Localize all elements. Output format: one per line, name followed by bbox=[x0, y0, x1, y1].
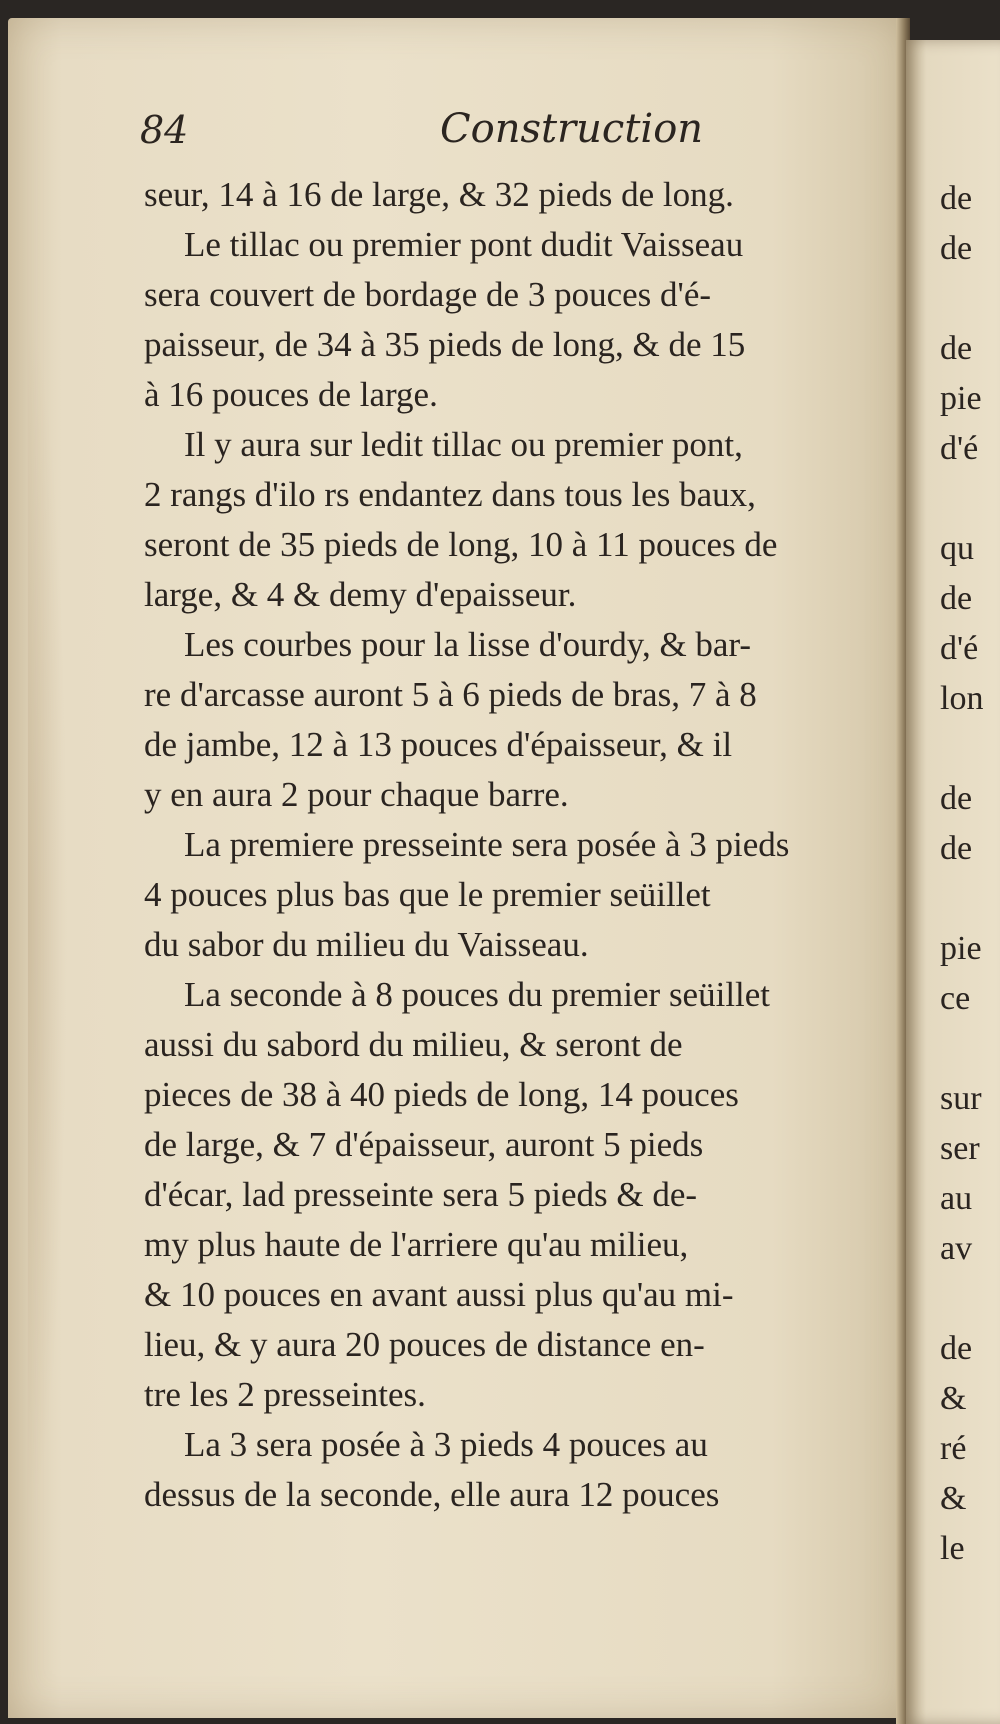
right-page-edge bbox=[906, 40, 1000, 1724]
facing-page-fragment: de bbox=[940, 1330, 973, 1367]
facing-page-fragment: de bbox=[940, 780, 973, 817]
facing-page-fragment: av bbox=[940, 1230, 973, 1267]
facing-page-fragment: lon bbox=[940, 680, 984, 717]
text-line: de jambe, 12 à 13 pouces d'épaisseur, & il bbox=[144, 725, 733, 764]
facing-page-fragment: & bbox=[940, 1380, 967, 1417]
text-line: pieces de 38 à 40 pieds de long, 14 pouces bbox=[144, 1075, 739, 1114]
facing-page-fragment: de bbox=[940, 330, 973, 367]
text-line: paisseur, de 34 à 35 pieds de long, & de 15 bbox=[144, 325, 746, 364]
text-line: y en aura 2 pour chaque barre. bbox=[144, 775, 569, 814]
facing-page-fragment: de bbox=[940, 580, 973, 617]
page-stain bbox=[28, 318, 68, 1518]
facing-page-fragment: & bbox=[940, 1480, 967, 1517]
text-line: La seconde à 8 pouces du premier seüillet bbox=[184, 975, 771, 1014]
text-line: seront de 35 pieds de long, 10 à 11 pouces de bbox=[144, 525, 778, 564]
text-line: re d'arcasse auront 5 à 6 pieds de bras, 7 à 8 bbox=[144, 675, 757, 714]
text-line: Le tillac ou premier pont dudit Vaisseau bbox=[184, 225, 744, 264]
facing-page-fragment: le bbox=[940, 1530, 965, 1567]
text-line: aussi du sabord du milieu, & seront de bbox=[144, 1025, 683, 1064]
running-title: Construction bbox=[440, 106, 704, 152]
text-line: La 3 sera posée à 3 pieds 4 pouces au bbox=[184, 1425, 708, 1464]
text-line: seur, 14 à 16 de large, & 32 pieds de long. bbox=[144, 175, 734, 214]
facing-page-fragment: pie bbox=[940, 380, 982, 417]
facing-page-fragment: ré bbox=[940, 1430, 967, 1467]
text-line: lieu, & y aura 20 pouces de distance en- bbox=[144, 1325, 705, 1364]
facing-page-fragment: de bbox=[940, 230, 973, 267]
facing-page-fragment: d'é bbox=[940, 630, 979, 667]
facing-page-fragment: au bbox=[940, 1180, 973, 1217]
facing-page-fragment: pie bbox=[940, 930, 982, 967]
text-line: my plus haute de l'arriere qu'au milieu, bbox=[144, 1225, 689, 1264]
facing-page-fragment: ce bbox=[940, 980, 971, 1017]
text-line: La premiere presseinte sera posée à 3 pieds bbox=[184, 825, 790, 864]
text-line: Il y aura sur ledit tillac ou premier pont, bbox=[184, 425, 743, 464]
text-line: 2 rangs d'ilo rs endantez dans tous les baux, bbox=[144, 475, 756, 514]
facing-page-fragment: sur bbox=[940, 1080, 982, 1117]
page-number: 84 bbox=[140, 108, 189, 152]
facing-page-fragment: de bbox=[940, 180, 973, 217]
text-line: du sabor du milieu du Vaisseau. bbox=[144, 925, 589, 964]
text-line: à 16 pouces de large. bbox=[144, 375, 438, 414]
facing-page-fragment: d'é bbox=[940, 430, 979, 467]
facing-page-fragment: de bbox=[940, 830, 973, 867]
facing-page-fragment: ser bbox=[940, 1130, 980, 1167]
text-line: & 10 pouces en avant aussi plus qu'au mi- bbox=[144, 1275, 734, 1314]
text-line: d'écar, lad presseinte sera 5 pieds & de- bbox=[144, 1175, 698, 1214]
text-line: 4 pouces plus bas que le premier seüillet bbox=[144, 875, 711, 914]
text-line: de large, & 7 d'épaisseur, auront 5 pieds bbox=[144, 1125, 704, 1164]
body-text bbox=[144, 170, 908, 1520]
text-line: Les courbes pour la lisse d'ourdy, & bar- bbox=[184, 625, 752, 664]
text-line: dessus de la seconde, elle aura 12 pouces bbox=[144, 1475, 720, 1514]
text-line: large, & 4 & demy d'epaisseur. bbox=[144, 575, 577, 614]
running-head bbox=[140, 108, 900, 158]
text-line: tre les 2 presseintes. bbox=[144, 1375, 426, 1414]
text-line: sera couvert de bordage de 3 pouces d'é- bbox=[144, 275, 712, 314]
facing-page-fragment: qu bbox=[940, 530, 974, 567]
